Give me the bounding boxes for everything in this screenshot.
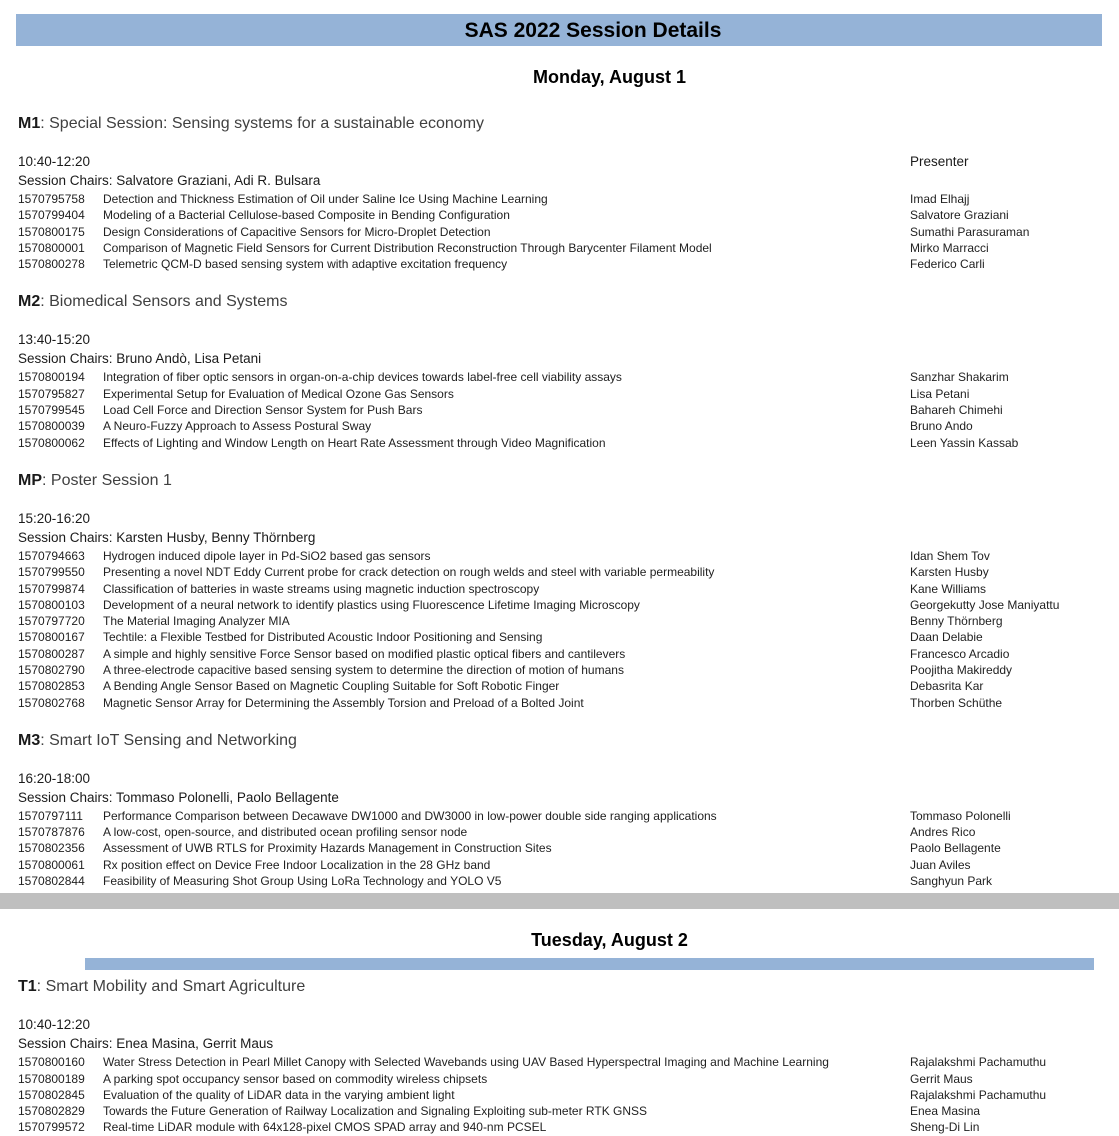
- paper-title: Classification of batteries in waste streams using magnetic induction spectroscopy: [103, 581, 540, 596]
- paper-presenter: Benny Thörnberg: [910, 614, 1003, 629]
- papers-container: [0, 548, 1119, 711]
- paper-id: 1570800194: [18, 370, 85, 385]
- paper-row: [0, 548, 1119, 564]
- paper-title: A low-cost, open-source, and distributed ocean profiling sensor node: [103, 825, 468, 840]
- paper-presenter: Imad Elhajj: [910, 191, 970, 206]
- days-container: [0, 61, 1119, 1136]
- paper-title: Experimental Setup for Evaluation of Medical Ozone Gas Sensors: [103, 386, 454, 401]
- paper-id: 1570800175: [18, 224, 85, 239]
- page-title-bar: [16, 14, 1102, 46]
- paper-title: Techtile: a Flexible Testbed for Distributed Acoustic Indoor Positioning and Sensing: [103, 630, 543, 645]
- paper-presenter: Sanghyun Park: [910, 874, 993, 889]
- paper-title: Assessment of UWB RTLS for Proximity Hazards Management in Construction Sites: [103, 841, 552, 856]
- paper-title: A three-electrode capacitive based sensing system to determine the direction of motion of humans: [103, 662, 624, 677]
- paper-presenter: Poojitha Makireddy: [910, 662, 1013, 677]
- day-divider: [0, 893, 1119, 909]
- session: [0, 110, 1119, 272]
- paper-row: [0, 840, 1119, 856]
- paper-presenter: Enea Masina: [910, 1104, 981, 1119]
- session-code: MP: [18, 471, 42, 489]
- session-name: : Smart Mobility and Smart Agriculture: [36, 978, 306, 996]
- paper-title: A Bending Angle Sensor Based on Magnetic Coupling Suitable for Soft Robotic Finger: [103, 679, 560, 694]
- paper-id: 1570802853: [18, 679, 85, 694]
- papers-container: [0, 191, 1119, 272]
- paper-title: A Neuro-Fuzzy Approach to Assess Postural Sway: [103, 419, 372, 434]
- paper-row: [0, 662, 1119, 678]
- paper-title: Telemetric QCM-D based sensing system with adaptive excitation frequency: [103, 257, 508, 272]
- paper-presenter: Daan Delabie: [910, 630, 983, 645]
- paper-presenter: Leen Yassin Kassab: [910, 435, 1019, 450]
- session: [0, 727, 1119, 889]
- paper-id: 1570797720: [18, 614, 85, 629]
- session: [0, 973, 1119, 1135]
- paper-row: [0, 224, 1119, 240]
- paper-title: Modeling of a Bacterial Cellulose-based Composite in Bending Configuration: [103, 208, 510, 223]
- sessions-container: [0, 110, 1119, 889]
- papers-container: [0, 1054, 1119, 1135]
- next-section-header-bar: [85, 958, 1094, 970]
- paper-row: [0, 369, 1119, 385]
- paper-row: [0, 418, 1119, 434]
- paper-id: 1570800062: [18, 435, 85, 450]
- paper-row: [0, 435, 1119, 451]
- paper-title: A simple and highly sensitive Force Sensor based on modified plastic optical fibers and cantilevers: [103, 646, 626, 661]
- paper-title: Effects of Lighting and Window Length on Heart Rate Assessment through Video Magnification: [103, 435, 606, 450]
- paper-id: 1570787876: [18, 825, 85, 840]
- session-heading: [0, 973, 1119, 999]
- paper-title: Evaluation of the quality of LiDAR data in the varying ambient light: [103, 1087, 455, 1102]
- paper-title: Water Stress Detection in Pearl Millet Canopy with Selected Wavebands using UAV Based Hyperspectral Imaging and Machine Learning: [103, 1055, 829, 1070]
- session-chairs: Session Chairs: Salvatore Graziani, Adi R. Bulsara: [18, 172, 321, 188]
- session: [0, 288, 1119, 450]
- paper-title: Integration of fiber optic sensors in organ-on-a-chip devices towards label-free cell viability assays: [103, 370, 622, 385]
- paper-presenter: Salvatore Graziani: [910, 208, 1009, 223]
- papers-container: [0, 808, 1119, 889]
- paper-presenter: Federico Carli: [910, 257, 985, 272]
- paper-title: Detection and Thickness Estimation of Oil under Saline Ice Using Machine Learning: [103, 191, 548, 206]
- session-time: 10:40-12:20: [18, 153, 91, 169]
- paper-id: 1570802844: [18, 874, 85, 889]
- paper-id: 1570799874: [18, 581, 85, 596]
- paper-id: 1570802845: [18, 1087, 85, 1102]
- paper-presenter: Andres Rico: [910, 825, 976, 840]
- paper-id: 1570802829: [18, 1104, 85, 1119]
- session-time: 16:20-18:00: [18, 770, 91, 786]
- paper-row: [0, 678, 1119, 694]
- session-time: 10:40-12:20: [18, 1017, 91, 1033]
- paper-row: [0, 581, 1119, 597]
- paper-row: [0, 613, 1119, 629]
- paper-id: 1570802768: [18, 695, 85, 710]
- paper-id: 1570799545: [18, 403, 85, 418]
- session-name: : Smart IoT Sensing and Networking: [40, 731, 297, 749]
- paper-row: [0, 1054, 1119, 1070]
- session-time-row: [0, 769, 1119, 790]
- session-time-row: [0, 1015, 1119, 1036]
- paper-presenter: Georgekutty Jose Maniyattu: [910, 597, 1060, 612]
- paper-id: 1570794663: [18, 548, 85, 563]
- paper-row: [0, 695, 1119, 711]
- session-heading: [0, 727, 1119, 753]
- session-time-row: [0, 152, 1119, 173]
- paper-presenter: Kane Williams: [910, 581, 987, 596]
- day-heading: Monday, August 1: [533, 66, 686, 87]
- session-code: M3: [18, 731, 41, 749]
- paper-title: Feasibility of Measuring Shot Group Using LoRa Technology and YOLO V5: [103, 874, 502, 889]
- paper-row: [0, 256, 1119, 272]
- papers-container: [0, 369, 1119, 450]
- session-code: T1: [18, 978, 37, 996]
- session-heading: [0, 110, 1119, 136]
- paper-title: Comparison of Magnetic Field Sensors for Current Distribution Reconstruction Through Barycenter Filament Model: [103, 240, 712, 255]
- paper-presenter: Sanzhar Shakarim: [910, 370, 1009, 385]
- paper-row: [0, 564, 1119, 580]
- paper-presenter: Juan Aviles: [910, 857, 971, 872]
- paper-title: Development of a neural network to identify plastics using Fluorescence Lifetime Imaging Microscopy: [103, 597, 640, 612]
- paper-presenter: Bahareh Chimehi: [910, 403, 1003, 418]
- paper-row: [0, 824, 1119, 840]
- paper-id: 1570800061: [18, 857, 85, 872]
- paper-row: [0, 1071, 1119, 1087]
- paper-title: Rx position effect on Device Free Indoor Localization in the 28 GHz band: [103, 857, 491, 872]
- paper-presenter: Tommaso Polonelli: [910, 808, 1011, 823]
- paper-title: Hydrogen induced dipole layer in Pd-SiO2 based gas sensors: [103, 548, 431, 563]
- paper-row: [0, 402, 1119, 418]
- session-chairs: Session Chairs: Tommaso Polonelli, Paolo Bellagente: [18, 789, 339, 805]
- paper-row: [0, 857, 1119, 873]
- session-time-row: [0, 330, 1119, 351]
- paper-presenter: Karsten Husby: [910, 565, 989, 580]
- paper-id: 1570800167: [18, 630, 85, 645]
- paper-id: 1570800160: [18, 1055, 85, 1070]
- day-heading: Tuesday, August 2: [531, 930, 688, 951]
- paper-presenter: Sumathi Parasuraman: [910, 224, 1030, 239]
- paper-title: Towards the Future Generation of Railway Localization and Signaling Exploiting sub-meter RTK GNSS: [103, 1104, 648, 1119]
- paper-row: [0, 873, 1119, 889]
- session-name: : Special Session: Sensing systems for a sustainable economy: [40, 114, 485, 132]
- paper-presenter: Thorben Schüthe: [910, 695, 1003, 710]
- sessions-container: [0, 973, 1119, 1135]
- session-code: M2: [18, 293, 41, 311]
- paper-id: 1570799572: [18, 1120, 85, 1135]
- paper-row: [0, 240, 1119, 256]
- paper-title: Presenting a novel NDT Eddy Current probe for crack detection on rough welds and steel with variable permeability: [103, 565, 715, 580]
- paper-title: Load Cell Force and Direction Sensor System for Push Bars: [103, 403, 423, 418]
- paper-row: [0, 207, 1119, 223]
- paper-presenter: Rajalakshmi Pachamuthu: [910, 1055, 1047, 1070]
- session-heading: [0, 467, 1119, 493]
- session-chairs: Session Chairs: Bruno Andò, Lisa Petani: [18, 351, 262, 367]
- session-heading: [0, 288, 1119, 314]
- day-section: [0, 924, 1119, 1135]
- session-time-row: [0, 509, 1119, 530]
- paper-id: 1570802790: [18, 662, 85, 677]
- paper-presenter: Bruno Ando: [910, 419, 973, 434]
- paper-presenter: Sheng-Di Lin: [910, 1120, 980, 1135]
- paper-id: 1570795827: [18, 386, 85, 401]
- session-time: 15:20-16:20: [18, 510, 91, 526]
- session-name: : Biomedical Sensors and Systems: [40, 293, 288, 311]
- paper-row: [0, 808, 1119, 824]
- paper-id: 1570799550: [18, 565, 85, 580]
- paper-title: Design Considerations of Capacitive Sensors for Micro-Droplet Detection: [103, 224, 491, 239]
- paper-presenter: Rajalakshmi Pachamuthu: [910, 1087, 1047, 1102]
- paper-row: [0, 646, 1119, 662]
- paper-presenter: Idan Shem Tov: [910, 548, 990, 563]
- session-time: 13:40-15:20: [18, 332, 91, 348]
- paper-id: 1570797111: [18, 808, 83, 823]
- paper-presenter: Gerrit Maus: [910, 1071, 973, 1086]
- paper-title: A parking spot occupancy sensor based on commodity wireless chipsets: [103, 1071, 488, 1086]
- paper-id: 1570800287: [18, 646, 85, 661]
- paper-presenter: Debasrita Kar: [910, 679, 984, 694]
- paper-row: [0, 597, 1119, 613]
- paper-title: Real-time LiDAR module with 64x128-pixel CMOS SPAD array and 940-nm PCSEL: [103, 1120, 547, 1135]
- paper-presenter: Mirko Marracci: [910, 240, 989, 255]
- paper-title: The Material Imaging Analyzer MIA: [103, 614, 290, 629]
- day-section: [0, 61, 1119, 889]
- paper-row: [0, 1119, 1119, 1135]
- session: [0, 467, 1119, 711]
- session-code: M1: [18, 114, 41, 132]
- paper-id: 1570800189: [18, 1071, 85, 1086]
- paper-id: 1570795758: [18, 191, 85, 206]
- paper-title: Magnetic Sensor Array for Determining the Assembly Torsion and Preload of a Bolted Joint: [103, 695, 584, 710]
- paper-id: 1570800039: [18, 419, 85, 434]
- paper-id: 1570800001: [18, 240, 85, 255]
- paper-row: [0, 1087, 1119, 1103]
- session-chairs: Session Chairs: Karsten Husby, Benny Thörnberg: [18, 529, 316, 545]
- paper-id: 1570802356: [18, 841, 85, 856]
- session-chairs: Session Chairs: Enea Masina, Gerrit Maus: [18, 1036, 274, 1052]
- paper-id: 1570799404: [18, 208, 85, 223]
- paper-presenter: Paolo Bellagente: [910, 841, 1001, 856]
- paper-row: [0, 1103, 1119, 1119]
- presenter-column-header: Presenter: [910, 153, 969, 169]
- session-name: : Poster Session 1: [42, 471, 172, 489]
- paper-id: 1570800278: [18, 257, 85, 272]
- paper-row: [0, 629, 1119, 645]
- paper-id: 1570800103: [18, 597, 85, 612]
- page-title: SAS 2022 Session Details: [464, 19, 722, 42]
- paper-presenter: Francesco Arcadio: [910, 646, 1010, 661]
- paper-row: [0, 191, 1119, 207]
- paper-title: Performance Comparison between Decawave DW1000 and DW3000 in low-power double side ranging applications: [103, 808, 717, 823]
- paper-row: [0, 386, 1119, 402]
- paper-presenter: Lisa Petani: [910, 386, 970, 401]
